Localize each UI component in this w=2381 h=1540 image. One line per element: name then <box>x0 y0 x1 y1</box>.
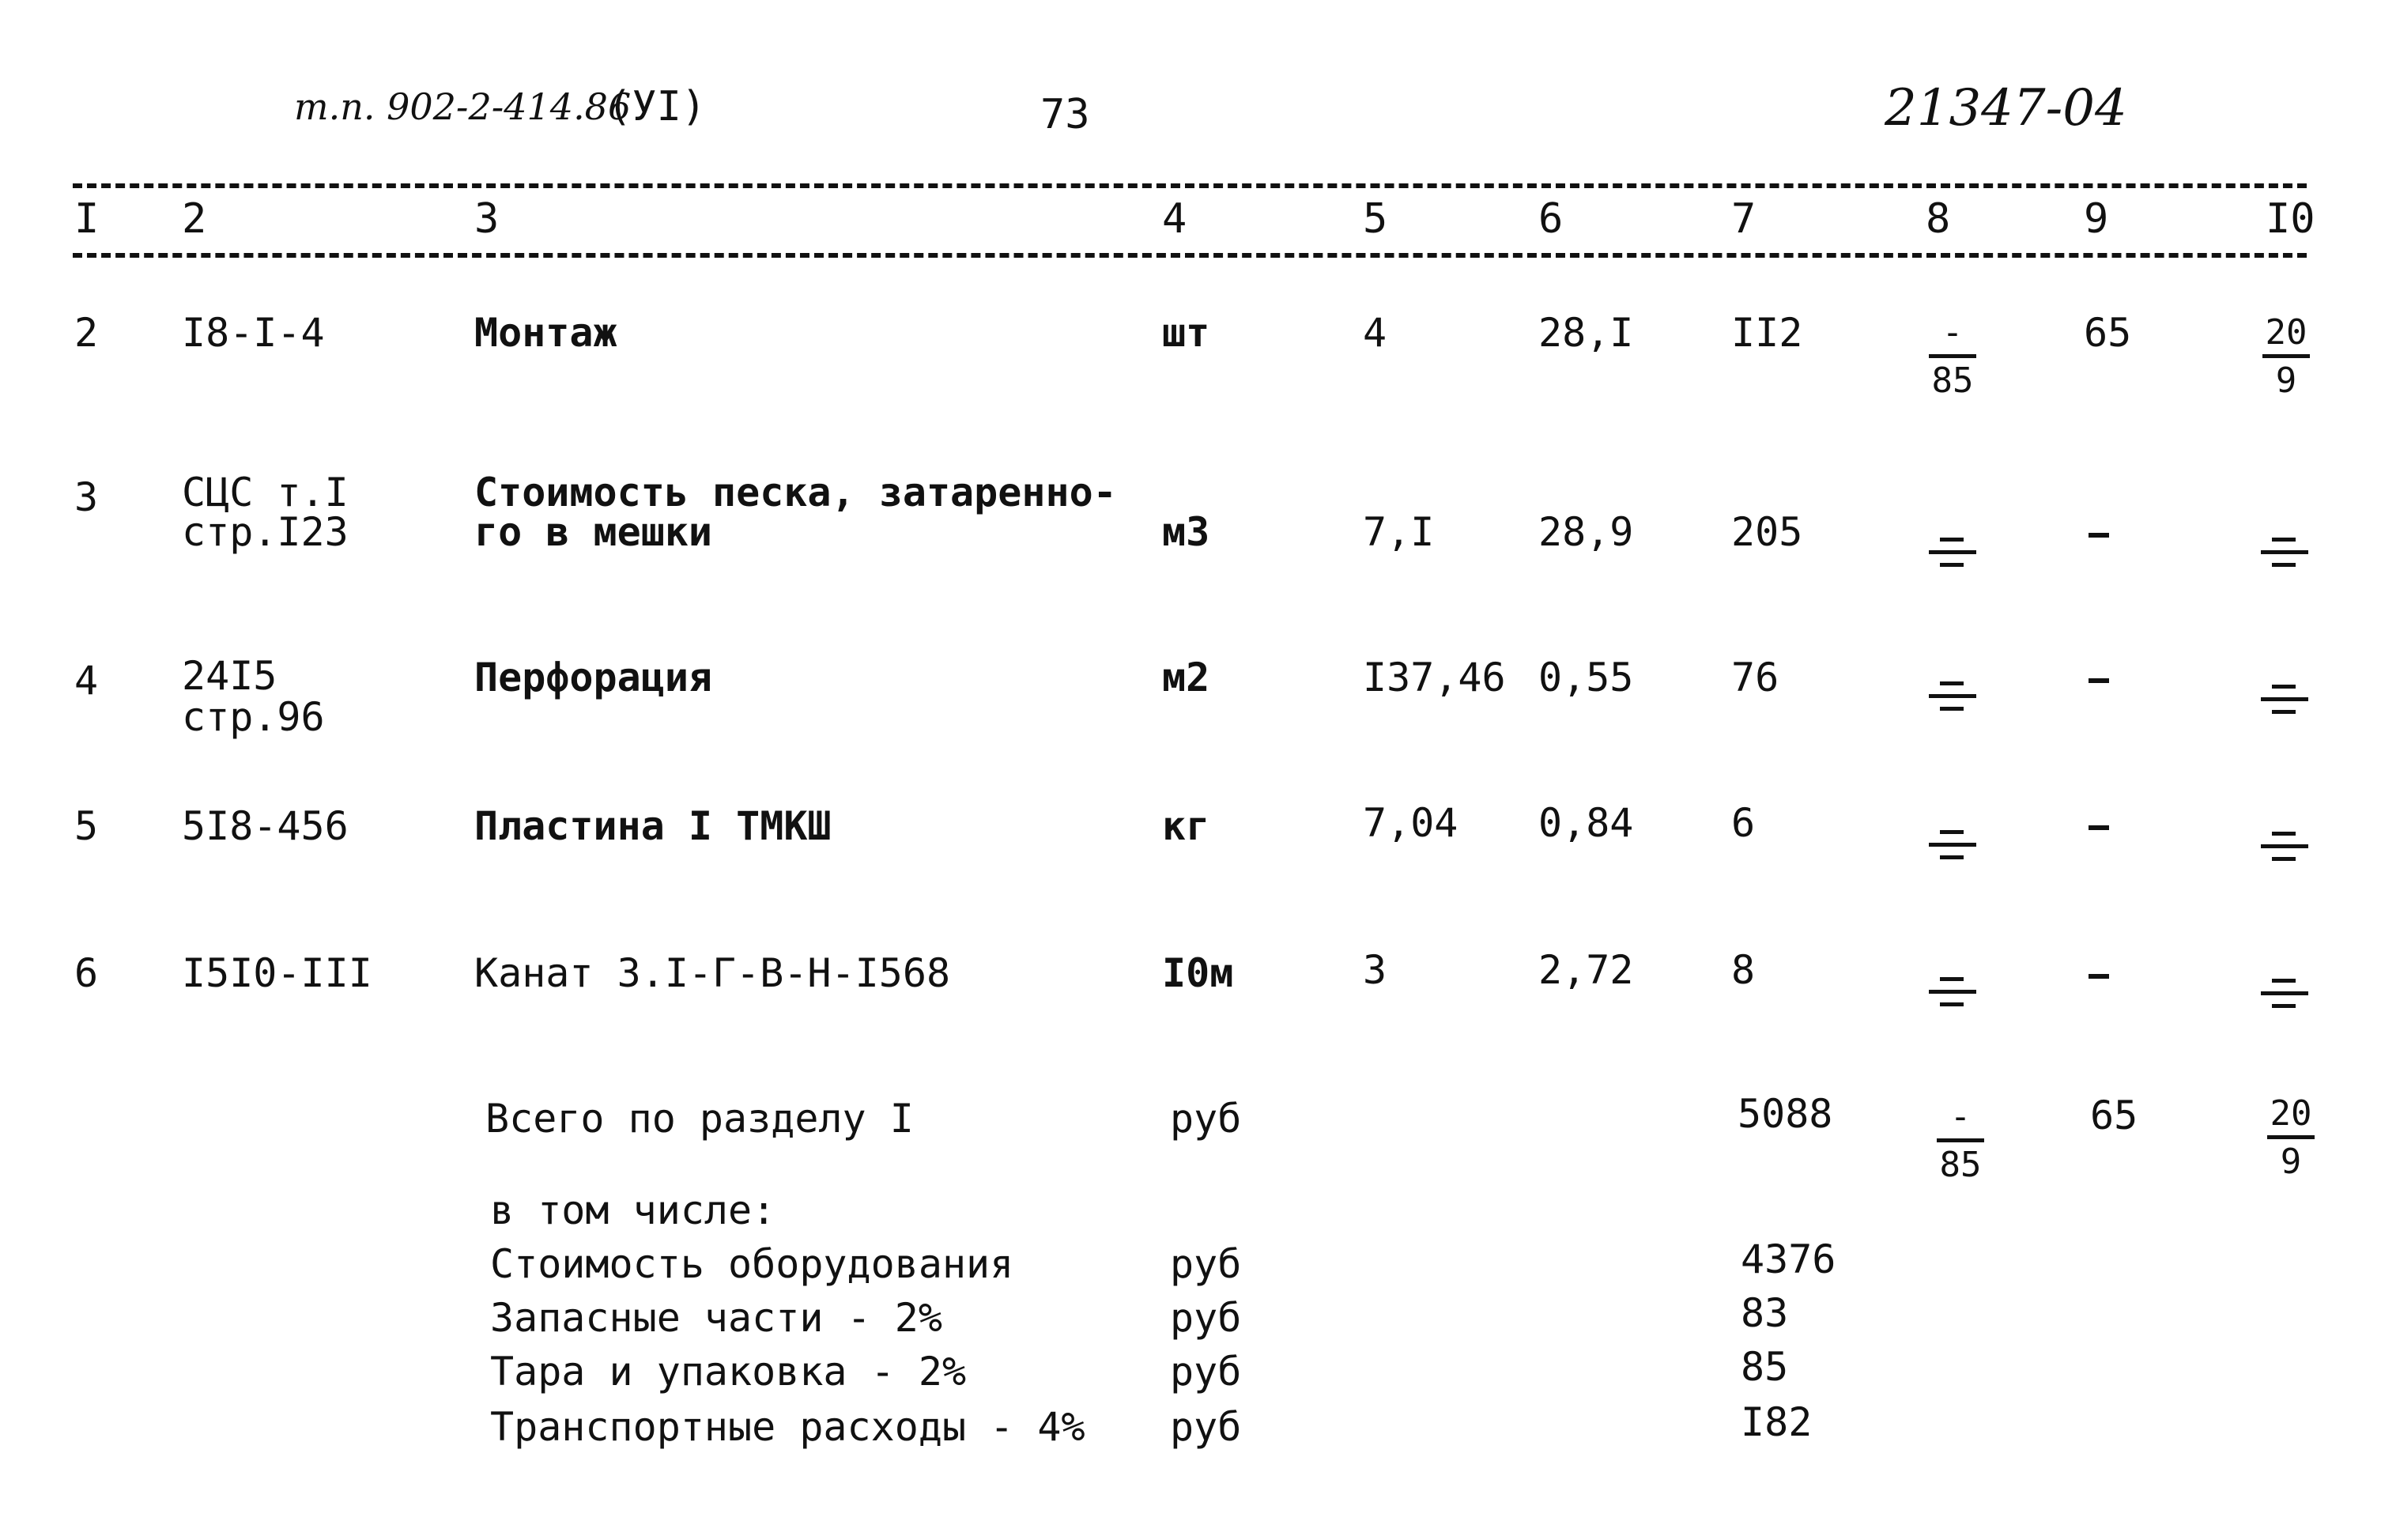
ditto-mark-col-8 <box>1929 538 1976 569</box>
total-cost: 205 <box>1731 509 1803 555</box>
col-9-value: 65 <box>2084 310 2132 356</box>
dash-col-9 <box>2089 678 2109 683</box>
fraction-col-10 <box>2255 312 2318 401</box>
row-number: 6 <box>74 950 99 996</box>
fraction-bar <box>2267 1135 2315 1139</box>
page-number: 73 <box>1040 91 1090 138</box>
section-total-value: 5088 <box>1738 1091 1833 1137</box>
column-header-1: I <box>74 195 100 243</box>
total-cost: 8 <box>1731 947 1756 993</box>
rate-code: I8-I-4 <box>182 310 325 356</box>
unit-price: 0,55 <box>1538 655 1634 700</box>
breakdown-label: Запасные части - 2% <box>490 1295 942 1341</box>
dash-col-9 <box>2089 974 2109 979</box>
volume-label: (УI) <box>607 83 707 130</box>
row-number: 4 <box>74 658 99 704</box>
ditto-mark-col-8 <box>1929 977 1976 1009</box>
row-number: 5 <box>74 803 99 849</box>
ditto-mark-col-10 <box>2261 832 2308 863</box>
section-total-unit: руб <box>1170 1096 1242 1142</box>
total-cost: II2 <box>1731 310 1803 356</box>
ditto-mark-col-10 <box>2261 685 2308 716</box>
breakdown-unit: руб <box>1170 1295 1242 1341</box>
item-name: Перфорация <box>474 655 713 700</box>
fraction-bottom: 85 <box>1931 360 1974 401</box>
quantity: I37,46 <box>1363 655 1506 700</box>
fraction-col-8 <box>1921 312 1984 401</box>
fraction-bottom: 85 <box>1939 1145 1982 1185</box>
quantity: 4 <box>1363 310 1387 356</box>
quantity: 3 <box>1363 947 1387 993</box>
rate-code: I5I0-III <box>182 950 372 996</box>
quantity: 7,04 <box>1363 800 1458 846</box>
item-name: Канат 3.I-Г-В-Н-I568 <box>474 950 951 996</box>
breakdown-value: I82 <box>1741 1399 1813 1445</box>
breakdown-label: Транспортные расходы - 4% <box>490 1404 1085 1450</box>
fraction-bar <box>2262 354 2310 358</box>
item-name: Монтаж <box>474 310 617 356</box>
fraction-top: - <box>1941 312 1964 353</box>
column-header-8: 8 <box>1926 195 1951 243</box>
unit-price: 28,9 <box>1538 509 1634 555</box>
total-cost: 6 <box>1731 800 1756 846</box>
column-header-5: 5 <box>1363 195 1388 243</box>
including-label: в том числе: <box>490 1187 776 1233</box>
breakdown-value: 4376 <box>1741 1236 1836 1282</box>
unit: м2 <box>1162 655 1210 700</box>
fraction-top: - <box>1949 1096 1972 1137</box>
doc-reference: т.п. 902-2-414.86 <box>294 85 632 128</box>
breakdown-value: 83 <box>1741 1290 1789 1336</box>
column-header-7: 7 <box>1731 195 1757 243</box>
dash-col-9 <box>2089 825 2109 830</box>
row-number: 3 <box>74 474 99 520</box>
unit: кг <box>1162 803 1210 849</box>
unit: I0м <box>1162 950 1234 996</box>
header-bottom-rule <box>73 253 2307 258</box>
unit: м3 <box>1162 509 1210 555</box>
fraction-bar <box>1937 1138 1984 1142</box>
column-header-9: 9 <box>2084 195 2109 243</box>
unit: шт <box>1162 310 1210 356</box>
fraction-bottom: 9 <box>2275 360 2297 401</box>
rate-code: СЦС т.I <box>182 470 349 515</box>
fraction-top: 20 <box>2270 1093 2312 1134</box>
rate-code: 24I5 <box>182 653 277 699</box>
table-top-rule <box>73 183 2307 188</box>
ditto-mark-col-8 <box>1929 681 1976 713</box>
fraction-col-8 <box>1929 1096 1992 1185</box>
fraction-top: 20 <box>2265 312 2307 353</box>
column-header-3: 3 <box>474 195 500 243</box>
dash-col-9 <box>2089 533 2109 538</box>
breakdown-value: 85 <box>1741 1344 1789 1390</box>
column-header-2: 2 <box>182 195 207 243</box>
unit-price: 28,I <box>1538 310 1634 356</box>
item-name-cont: го в мешки <box>474 509 713 555</box>
unit-price: 0,84 <box>1538 800 1634 846</box>
unit-price: 2,72 <box>1538 947 1634 993</box>
total-cost: 76 <box>1731 655 1779 700</box>
col-9-value: 65 <box>2090 1093 2138 1138</box>
ditto-mark-col-10 <box>2261 538 2308 569</box>
breakdown-unit: руб <box>1170 1404 1242 1450</box>
breakdown-unit: руб <box>1170 1349 1242 1395</box>
item-name: Стоимость песка, затаренно- <box>474 470 1117 515</box>
fraction-bar <box>1929 354 1976 358</box>
quantity: 7,I <box>1363 509 1435 555</box>
breakdown-unit: руб <box>1170 1241 1242 1287</box>
rate-code: 5I8-456 <box>182 803 349 849</box>
ditto-mark-col-8 <box>1929 830 1976 862</box>
archive-number: 21347-04 <box>1885 79 2127 138</box>
column-header-4: 4 <box>1162 195 1187 243</box>
item-name: Пластина I ТМКШ <box>474 803 832 849</box>
breakdown-label: Стоимость оборудования <box>490 1241 1014 1287</box>
column-header-6: 6 <box>1538 195 1564 243</box>
section-total-label: Всего по разделу I <box>485 1096 914 1142</box>
ditto-mark-col-10 <box>2261 979 2308 1010</box>
column-header-10: I0 <box>2266 195 2315 243</box>
fraction-bottom: 9 <box>2280 1142 2302 1182</box>
rate-code-page: стр.I23 <box>182 509 349 555</box>
breakdown-label: Тара и упаковка - 2% <box>490 1349 967 1395</box>
fraction-col-10 <box>2259 1093 2323 1182</box>
row-number: 2 <box>74 310 99 356</box>
rate-code-page: стр.96 <box>182 694 325 740</box>
